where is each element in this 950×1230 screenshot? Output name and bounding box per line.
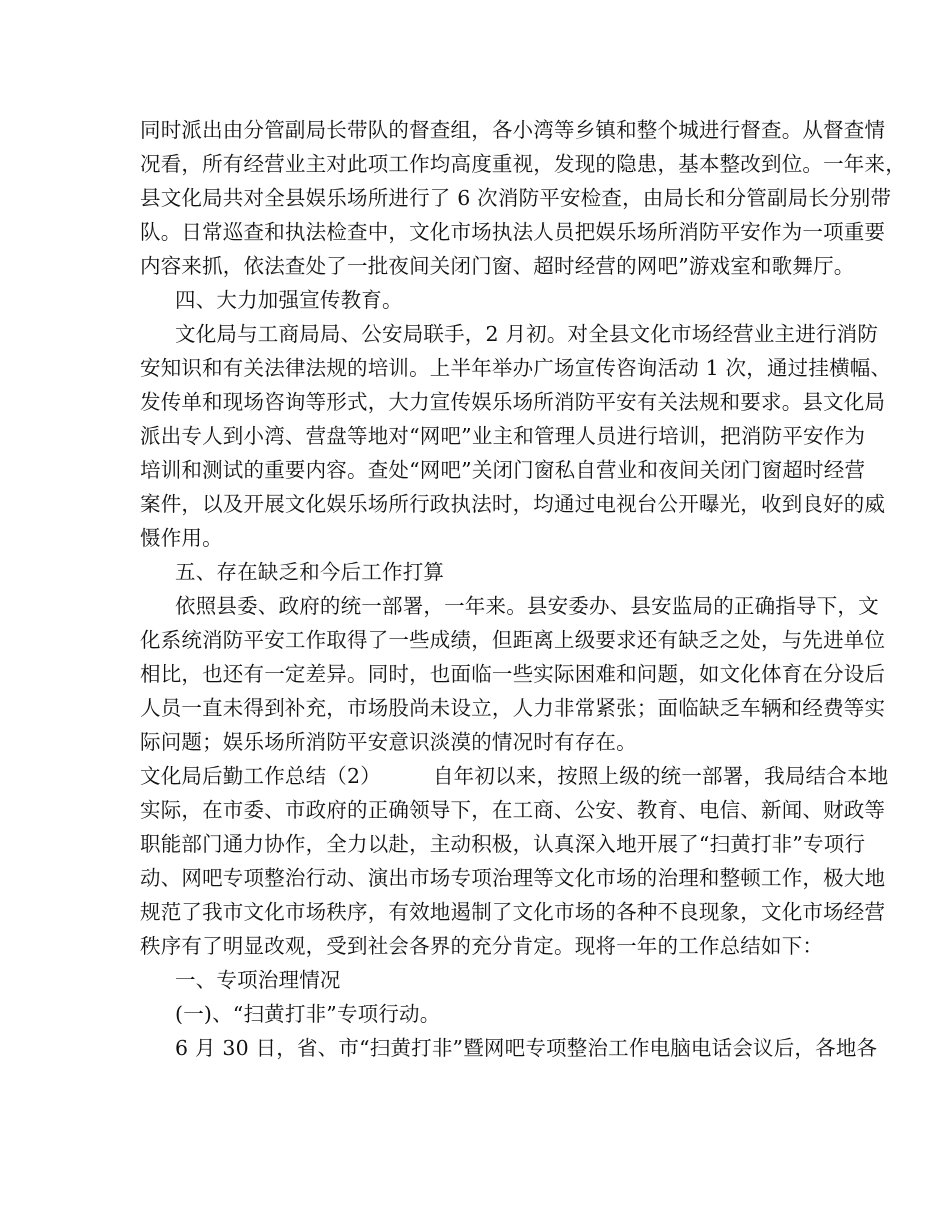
text-line: 同时派出由分管副局长带队的督查组，各小湾等乡镇和整个城进行督查。从督查情 xyxy=(140,118,886,142)
text-line: 规范了我市文化市场秩序，有效地遏制了文化市场的各种不良现象，文化市场经营 xyxy=(140,900,886,924)
text-line: 内容来抓，依法查处了一批夜间关闭门窗、超时经营的网吧”游戏室和歌舞厅。 xyxy=(140,254,855,278)
text-line: 况看，所有经营业主对此项工作均高度重视，发现的隐患，基本整改到位。一年来， xyxy=(140,152,906,176)
text-line: 培训和测试的重要内容。查处“网吧”关闭门窗私自营业和夜间关闭门窗超时经营 xyxy=(140,458,866,482)
text-line: 秩序有了明显改观，受到社会各界的充分肯定。现将一年的工作总结如下： xyxy=(140,934,824,958)
text-line: 实际，在市委、市政府的正确领导下，在工商、公安、教育、电信、新闻、财政等 xyxy=(140,798,886,822)
text-line-continuation: 自年初以来，按照上级的统一部署，我局结合本地 xyxy=(432,764,889,788)
section-heading: 五、存在缺乏和今后工作打算 xyxy=(175,560,445,584)
text-line: 6 月 30 日，省、市“扫黄打非”暨网吧专项整治工作电脑电话会议后，各地各 xyxy=(175,1036,878,1060)
text-line: 化系统消防平安工作取得了一些成绩，但距离上级要求还有缺乏之处，与先进单位 xyxy=(140,628,886,652)
text-line: 发传单和现场咨询等形式，大力宣传娱乐场所消防平安有关法规和要求。县文化局 xyxy=(140,390,886,414)
text-line: 队。日常巡查和执法检查中，文化市场执法人员把娱乐场所消防平安作为一项重要 xyxy=(140,220,886,244)
text-line: 安知识和有关法律法规的培训。上半年举办广场宣传咨询活动 1 次，通过挂横幅、 xyxy=(140,356,892,380)
text-line: 案件，以及开展文化娱乐场所行政执法时，均通过电视台公开曝光，收到良好的威 xyxy=(140,492,886,516)
text-line xyxy=(140,759,889,793)
section-heading: 四、大力加强宣传教育。 xyxy=(175,288,403,312)
text-line: 依照县委、政府的统一部署，一年来。县安委办、县安监局的正确指导下，文 xyxy=(175,594,879,618)
subsection-heading: (一)、“扫黄打非”专项行动。 xyxy=(175,1002,441,1026)
text-line: 职能部门通力协作，全力以赴，主动积极，认真深入地开展了“扫黄打非”专项行 xyxy=(140,832,866,856)
text-line: 派出专人到小湾、营盘等地对“网吧”业主和管理人员进行培训，把消防平安作为 xyxy=(140,424,866,448)
text-line: 际问题；娱乐场所消防平安意识淡漠的情况时有存在。 xyxy=(140,730,637,754)
text-line: 文化局与工商局局、公安局联手，2 月初。对全县文化市场经营业主进行消防 xyxy=(175,322,879,346)
section-heading: 一、专项治理情况 xyxy=(175,968,341,992)
text-line: 动、网吧专项整治行动、演出市场专项治理等文化市场的治理和整顿工作，极大地 xyxy=(140,866,886,890)
document-section-title: 文化局后勤工作总结（2） xyxy=(140,764,381,788)
text-line: 人员一直未得到补充，市场股尚未设立，人力非常紧张；面临缺乏车辆和经费等实 xyxy=(140,696,886,720)
text-line: 县文化局共对全县娱乐场所进行了 6 次消防平安检查，由局长和分管副局长分别带 xyxy=(140,186,892,210)
text-line: 相比，也还有一定差异。同时，也面临一些实际困难和问题，如文化体育在分设后 xyxy=(140,662,886,686)
text-line: 慑作用。 xyxy=(140,526,223,550)
